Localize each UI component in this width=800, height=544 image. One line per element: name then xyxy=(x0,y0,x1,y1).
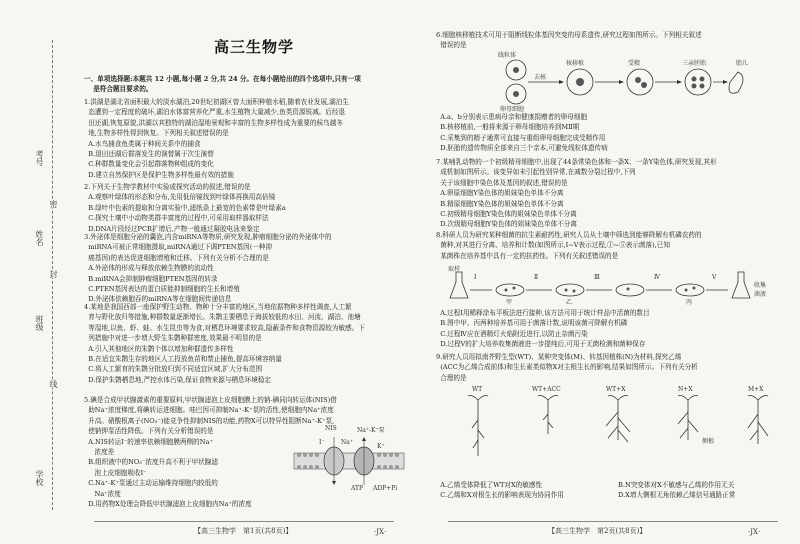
na-label: Na⁺ xyxy=(341,439,353,446)
page-1 xyxy=(74,0,414,544)
footer-line xyxy=(448,521,778,522)
page-footer: 【高三生物学 第2页(共8页)】 xyxy=(548,527,647,535)
wt-acc-label: WT+ACC xyxy=(532,386,561,393)
q9-options-right: B.N突变体对X不敏感与乙烯的作用无关 D.X增大侧根无角依赖乙烯信号通路正常 xyxy=(618,481,736,500)
wt-x-label: WT+X xyxy=(606,386,626,393)
q8-culture-figure xyxy=(448,264,778,306)
class-label: 班级 xyxy=(35,315,44,331)
oocyte-label: 卵母细胞 xyxy=(500,106,525,113)
collect-label: 收集 菌液 xyxy=(754,282,767,298)
seal-char-feng: 封 xyxy=(49,270,58,278)
step-4-label: Ⅳ xyxy=(654,274,660,281)
question-8: 8.科研人员为研究某种细菌的抗生素耐药性,研究人员从土壤中筛选到能够降解有机磷农药的 菌种,对其进行分离、培养和计数(如图所示,Ⅰ~Ⅴ表示过程,①~⑤表示菌落),已知 某菌株在培养基中具有一定的抗药性。下列有关叙述错误的是 xyxy=(436,231,702,260)
q5-membrane-figure xyxy=(289,425,409,495)
q9-seedling-figure xyxy=(458,386,778,476)
step-5-label: Ⅴ xyxy=(712,274,717,281)
iodide-label: I⁻ xyxy=(319,439,325,446)
q6-nuclear-transfer-figure xyxy=(498,52,758,113)
question-9: 9.研究人员用拟南芥野生型(WT)、某种突变体(M)、转基因植株(N)为材料,探究乙烯 (ACC为乙烯合成前体)和生长素类似物X对主根生长的影响,结果如图所示。下列有关分析 合理的是 xyxy=(436,353,698,382)
q8-options: A.过程Ⅰ用稀释涂布平板法进行接种,该方法可用于统计样品中活菌的数目 B.图中甲、丙两种培养基可用于菌落计数,说明该菌可降解有机磷 C.过程Ⅳ应在酒精灯火焰附近进行,以防止杂菌污染 D.过程Ⅴ的扩大培养收集菌液进一步提纯后,可用于无菌检测和菌种保存 xyxy=(440,309,650,349)
medium-bing-label: 丙 xyxy=(686,299,693,306)
medium-yi-label: 乙 xyxy=(566,299,573,306)
k-label: K⁺ xyxy=(377,443,385,450)
seal-char-xian: 线 xyxy=(49,380,58,388)
q6-options: A.a、b分别表示患病母亲和健康捐赠者的卵母细胞 B.核移植前,一般将来源于卵母细胞培养到MⅡ期 C.采集到的精子通常可直接与重组卵母细胞完成受精作用 D.胚胎的遗传物质全部来自三个亲本,可避免线粒体遗传病 xyxy=(440,113,608,153)
sampling-label: 取样 xyxy=(448,266,461,273)
binding-margin xyxy=(0,0,72,544)
page-footer: 【高三生物学 第1页(共8页)】 xyxy=(194,527,293,535)
section-heading: 一、单项选择题:本题共 12 小题,每小题 2 分,共 24 分。在每小题给出的四个选项中,只有一项 是符合题目要求的。 xyxy=(84,75,361,94)
question-4: 4.某地是我国西部一座保护野生动物、物种十分丰富的地区,当地依据物种多样性调查,人工繁 育与野化放归等措施,种群数量逐渐增长。朱鹮主要栖息于海拔较低的水田、河流、湖泊、池塘 等湿地,以鱼、虾、蛙、水生昆虫等为食,对栖息环境要求较高,隐蔽条件和食物资源较为敏感。下 列措施中对进一步增大野生朱鹮种群密度,效果最不明显的是 A.引入其他地区的朱鹮个体以增加种群遗传多样性 B.在适宜朱鹮生存的地区人工投放鱼苗和禁止捕鱼,提高环境容纳量 C.将人工繁育的朱鹮分批放归到不同适宜区域,扩大分布范围 D.保护朱鹮栖息地,严控水体污染,保证食物来源与栖息环境稳定 xyxy=(84,303,365,384)
wt-label: WT xyxy=(472,386,483,393)
fetus-label: 胎儿 xyxy=(736,60,749,67)
question-7: 7.某哺乳动物的一个初级精母细胞中,出现了44条常染色体和一条X、一条Y染色体,研究发现,其形 成机制如图所示。该变异如未引起性别异常,在减数分裂过程中,下列 关于该细胞中染色体及基因的叙述,错误的是 A.卵原细胞Y染色体的姐妹染色单体不分离 B.精原细胞Y染色体的姐妹染色单体不分离 C.初级精母细胞Y染色体的姐妹染色单体不分离 D.次级精母细胞Y染色体的姐妹染色单体不分离 xyxy=(436,158,717,229)
question-3: 3.外泌体是细胞分泌的囊泡,内含miRNA等物质,研究发现,肿瘤细胞分泌的外泌体中的 miRNA可被正常细胞摄取,miRNA通过下调PTEN基因(一种抑 癌基因)的表达促进细胞增殖和迁移。下列有关分析不合理的是 A.外泌体的形成与释放依赖生物膜的流动性 B.miRNA会抑制肿瘤细胞PTEN基因的转录 C.PTEN基因表达的蛋白质能抑制细胞的生长和增殖 D.外泌体依赖胞吞的miRNA等在细胞间传递信息 xyxy=(84,233,332,304)
lateral-root-label: 侧根 xyxy=(702,438,715,445)
fertilization-label: 受精 xyxy=(628,60,641,67)
m-x-label: M+X xyxy=(748,386,764,393)
question-2: 2.下列关于生物学教材中实验或探究活动的叙述,错误的是 A.观察叶绿体的形态和分布,先用低倍镜找到叶绿体再换用高倍镜 B.绿叶中色素的提取和分离实验中,滤纸条上最宽的色素带是叶绿素a C.探究土壤中小动物类群丰富度的过程中,可采用取样器取样法 D.DNA片段经过PCR扩增后,产物一般通过凝胶电泳来鉴定 xyxy=(84,183,286,233)
step-3-label: Ⅲ xyxy=(594,274,600,281)
atp-label: ATP xyxy=(351,485,364,492)
exam-number-label: 考号 xyxy=(35,150,44,166)
step-2-label: Ⅱ xyxy=(534,274,539,281)
mitochondria-label: 线粒体 xyxy=(498,52,517,59)
q9-options-left: A.乙烯受体降低了WT对X的敏感性 C.乙烯和X对根生长的影响表现为协同作用 xyxy=(440,481,564,500)
embryo-label: 三亲胚胎 xyxy=(682,60,707,67)
step-1-label: Ⅰ xyxy=(474,274,477,281)
medium-jia-label: 甲 xyxy=(506,299,513,306)
nuclear-transfer-label: 核移植 xyxy=(566,60,585,67)
seal-char-mi: 密 xyxy=(49,200,58,208)
pump-label: Na⁺-K⁺泵 xyxy=(357,427,385,434)
page-2 xyxy=(428,0,790,544)
footer-code: ·JX· xyxy=(748,528,761,536)
adp-label: ADP+Pi xyxy=(373,485,398,492)
footer-code: ·JX· xyxy=(374,528,387,536)
question-1: 1.洪湖是湖北省面积最大的淡水湖泊,20世纪初湖区曾大面积种植水稻,随着农业发展,湖泊生 态遭到一定程度的破坏,湖泊水体富营养化严重,水生植物大量减少,鱼类资源锐减。后经退 田还湖,恢复原貌,洪湖以其独特的湖泊湿地景观和丰富的生物多样性成为重要的候鸟越冬 地,生物多样性得到恢复。下列相关叙述错误的是 A.水鸟捕食鱼类属于种间关系中的捕食 B.退田还湖后群落发生的演替属于次生演替 C.种群数量变化会引起群落物种组成的变化 D.建立自然保护区是保护生物多样性最有效的措施 xyxy=(84,98,349,179)
question-6: 6.细胞核移植技术可用于阻断线粒体基因突变的母系遗传,研究过程如图所示。下列相关叙述 错误的是 xyxy=(436,31,702,50)
page-title: 高三生物学 xyxy=(214,38,295,56)
footer-line xyxy=(94,521,394,522)
enucleate-label: 去核 xyxy=(534,74,547,81)
n-x-label: N+X xyxy=(678,386,693,393)
nis-label: NIS xyxy=(325,425,337,432)
question-5: 5.碘是合成甲状腺激素的重要原料,甲状腺滤泡上皮细胞膜上的钠-碘同向转运体(NIS)借 助Na⁺浓度梯度,将碘转运进细胞。哇巴因可抑制Na⁺-K⁺泵的活性,使细胞内Na⁺浓度 升高。硝酸根离子(NO₃⁻)能竞争性抑制NIS的功能,药物X可以特异性阻断Na⁺-K⁺泵, 使钠钾泵活性降低。下列有关分析错误的是 A.NIS转运I⁻的速率依赖细胞膜两侧的Na⁺ 浓度差 B.组织液中的NO₃⁻浓度升高不利于甲状腺滤 泡上皮细胞吸收I⁻ C.Na⁺-K⁺泵通过主动运输维持细胞内较低的 Na⁺浓度 D.用药物X处理会降低甲状腺滤泡上皮细胞内Na⁺的浓度 xyxy=(84,396,337,509)
name-label: 姓名 xyxy=(35,230,44,246)
school-label: 学校 xyxy=(35,470,44,486)
